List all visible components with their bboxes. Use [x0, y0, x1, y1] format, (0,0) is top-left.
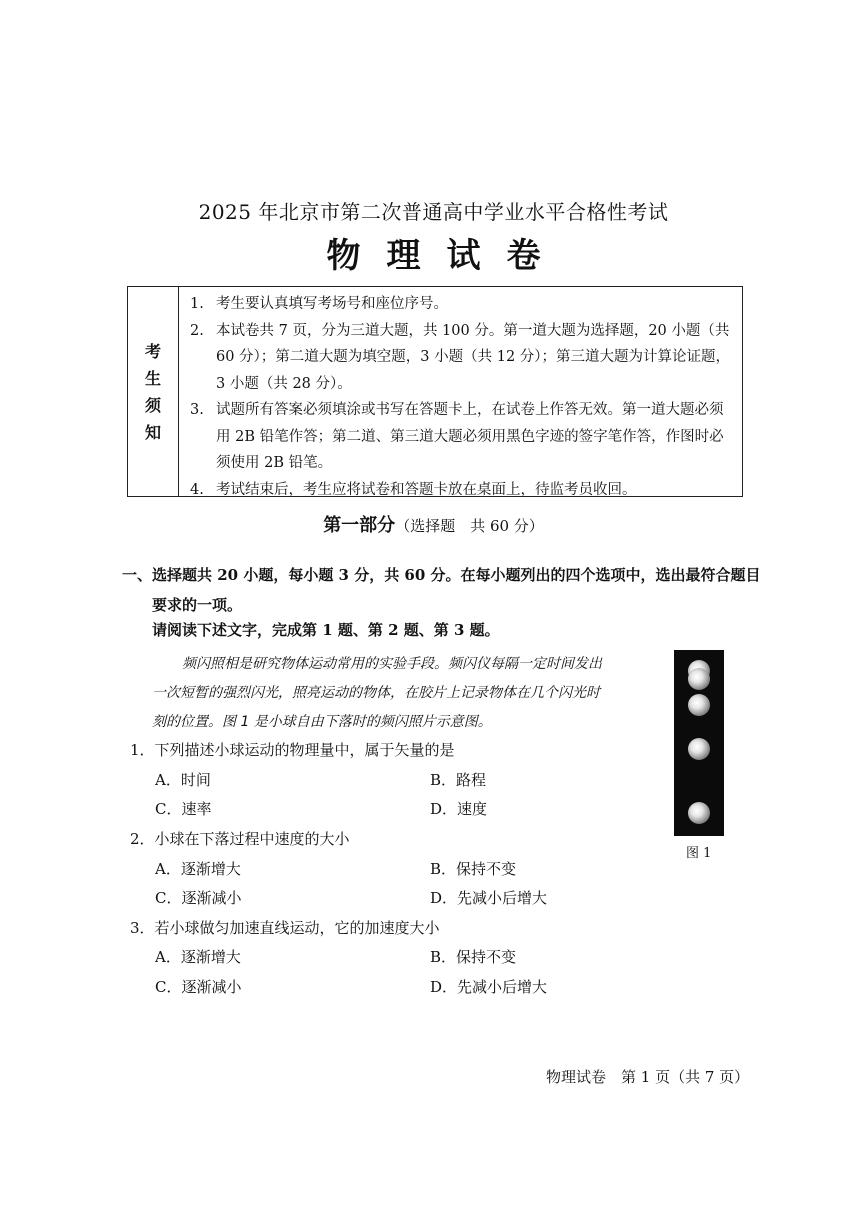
part-heading — [0, 511, 867, 537]
ball-image — [688, 668, 710, 690]
notice-item-number: 3. — [190, 402, 204, 418]
section-instructions — [122, 560, 762, 620]
reading-passage — [152, 650, 652, 737]
strobe-photo-figure — [674, 650, 724, 836]
passage-line: 频闪照相是研究物体运动常用的实验手段。频闪仪每隔一定时间发出 — [182, 656, 602, 672]
candidate-notice-box — [127, 286, 743, 497]
notice-item — [190, 318, 732, 398]
notice-label-char: 生 — [144, 368, 161, 388]
notice-item — [190, 397, 732, 477]
question-2-option-d: D．先减小后增大 — [430, 889, 548, 907]
question-3-option-b: B．保持不变 — [430, 948, 517, 966]
notice-label-char: 考 — [144, 341, 161, 361]
page-footer: 物理试卷 第 1 页（共 7 页） — [546, 1068, 750, 1086]
question-1-stem: 1．下列描述小球运动的物理量中，属于矢量的是 — [130, 741, 455, 759]
question-2-option-c: C．逐渐减小 — [155, 889, 242, 907]
notice-list — [190, 291, 732, 503]
question-1-option-c: C．速率 — [155, 800, 212, 818]
paper-subtitle: 物理试卷 — [326, 236, 567, 276]
notice-item-text: 试题所有答案必须填涂或书写在答题卡上，在试卷上作答无效。第一道大题必须用 2B 铅笔作答；第二道、第三道大题必须用黑色字迹的签字笔作答，作图时必须使用 2B 铅笔。 — [216, 402, 724, 471]
notice-item-text: 考生要认真填写考场号和座位序号。 — [216, 296, 448, 312]
notice-item-number: 1. — [190, 296, 204, 312]
ball-image — [688, 694, 710, 716]
question-1-option-d: D．速度 — [430, 800, 488, 818]
notice-item-text: 考试结束后，考生应将试卷和答题卡放在桌面上，待监考员收回。 — [216, 481, 637, 498]
question-2-option-a: A．逐渐增大 — [155, 860, 241, 878]
notice-label-char: 知 — [144, 422, 161, 442]
ball-image — [688, 738, 710, 760]
notice-item-text: 本试卷共 7 页，分为三道大题，共 100 分。第一道大题为选择题，20 小题（共 60 分）；第二道大题为填空题，3 小题（共 12 分）；第三道大题为计算论证题，3 小题（共 28 分）。 — [216, 322, 731, 392]
question-2-option-b: B．保持不变 — [430, 860, 517, 878]
section-line-2: 要求的一项。 — [152, 596, 243, 614]
question-1-option-b: B．路程 — [430, 771, 487, 789]
question-1-option-a: A．时间 — [155, 771, 211, 789]
exam-title: 2025 年北京市第二次普通高中学业水平合格性考试 — [198, 200, 669, 224]
notice-label — [128, 287, 179, 496]
notice-label-char: 须 — [144, 395, 161, 415]
question-3-stem: 3．若小球做匀加速直线运动，它的加速度大小 — [130, 919, 440, 937]
part-title: 第一部分 — [323, 515, 396, 536]
notice-item-number: 4. — [190, 481, 204, 498]
notice-item-number: 2. — [190, 322, 204, 339]
question-3-option-a: A．逐渐增大 — [155, 948, 241, 966]
passage-line: 刻的位置。图 1 是小球自由下落时的频闪照片示意图。 — [152, 714, 492, 730]
notice-item — [190, 477, 732, 504]
reading-instruction: 请阅读下述文字，完成第 1 题、第 2 题、第 3 题。 — [152, 621, 500, 639]
figure-caption: 图 1 — [686, 846, 712, 861]
notice-item — [190, 291, 732, 318]
part-note: （选择题 共 60 分） — [395, 517, 544, 535]
question-2-stem: 2．小球在下落过程中速度的大小 — [130, 830, 350, 848]
section-line-1: 一、选择题共 20 小题，每小题 3 分，共 60 分。在每小题列出的四个选项中，选出最符合题目 — [122, 566, 761, 584]
passage-line: 一次短暂的强烈闪光，照亮运动的物体，在胶片上记录物体在几个闪光时 — [152, 685, 600, 701]
question-3-option-c: C．逐渐减小 — [155, 978, 242, 996]
question-3-option-d: D．先减小后增大 — [430, 978, 548, 996]
ball-image — [688, 802, 710, 824]
